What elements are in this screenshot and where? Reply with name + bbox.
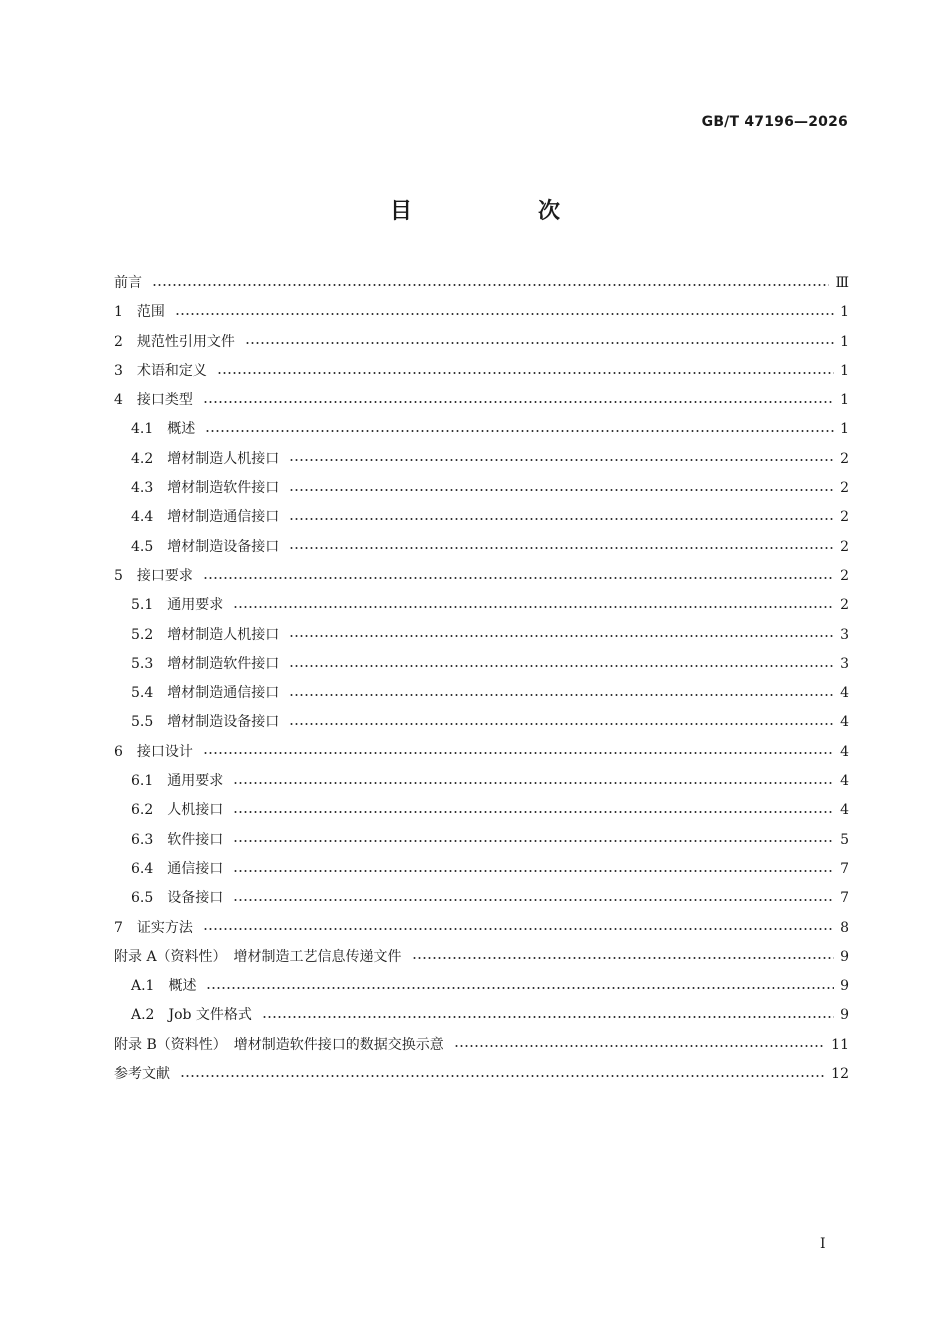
toc-entry-page: 12 <box>831 1066 849 1083</box>
toc-entry[interactable] <box>114 386 849 415</box>
dot-leader <box>180 1075 825 1077</box>
toc-entry-label: 增材制造设备接口 <box>167 538 280 555</box>
toc-entry[interactable] <box>114 708 849 737</box>
toc-entry-number: 6 <box>114 743 123 760</box>
toc-entry-number: 5.2 <box>131 626 154 643</box>
toc-entry-page: 4 <box>840 773 849 790</box>
toc-entry-page: 9 <box>840 948 849 965</box>
toc-entry-page: 1 <box>840 421 849 438</box>
toc-entry-number: 5 <box>114 567 123 584</box>
toc-entry[interactable] <box>114 269 849 298</box>
toc-entry-label: 增材制造通信接口 <box>167 509 280 526</box>
toc-entry-page: 2 <box>840 538 849 555</box>
toc-entry-number: 3 <box>114 362 123 379</box>
dot-leader <box>289 518 834 520</box>
dot-leader <box>217 372 834 374</box>
dot-leader <box>233 840 834 842</box>
toc-entry-page: 2 <box>840 509 849 526</box>
page-number: I <box>820 1236 826 1252</box>
toc-entry-number: 6.1 <box>131 773 154 790</box>
toc-entry-page: 4 <box>840 802 849 819</box>
dot-leader <box>289 489 834 491</box>
toc-entry-label: 范围 <box>136 304 165 321</box>
dot-leader <box>203 577 834 579</box>
toc-entry-label: 概述 <box>167 421 196 438</box>
toc-entry[interactable] <box>114 796 849 825</box>
dot-leader <box>203 401 834 403</box>
toc-entry-page: 7 <box>840 860 849 877</box>
dot-leader <box>206 987 834 989</box>
toc-entry-number: 7 <box>114 919 123 936</box>
toc-entry[interactable] <box>114 1031 849 1060</box>
toc-entry-page: 2 <box>840 567 849 584</box>
page-title: 目 次 <box>389 199 612 224</box>
toc-entry-label: 软件接口 <box>167 831 224 848</box>
toc-entry-number: 4.4 <box>131 509 154 526</box>
toc-entry-page: 1 <box>840 392 849 409</box>
toc-entry[interactable] <box>114 1001 849 1030</box>
toc-entry-number: 5.4 <box>131 685 154 702</box>
toc-entry[interactable] <box>114 533 849 562</box>
toc-entry[interactable] <box>114 855 849 884</box>
toc-entry-page: 7 <box>840 890 849 907</box>
toc-entry[interactable] <box>114 591 849 620</box>
standard-code: GB/T 47196—2026 <box>701 114 848 130</box>
toc-entry[interactable] <box>114 562 849 591</box>
dot-leader <box>233 899 834 901</box>
toc-entry-number: 5.1 <box>131 597 154 614</box>
dot-leader <box>203 928 834 930</box>
toc-entry-page: 5 <box>840 831 849 848</box>
toc-entry-label: 增材制造人机接口 <box>167 450 280 467</box>
toc-entry-number: 4.1 <box>131 421 154 438</box>
toc-entry-label: 增材制造人机接口 <box>167 626 280 643</box>
dot-leader <box>233 870 834 872</box>
toc-entry[interactable] <box>114 503 849 532</box>
dot-leader <box>233 811 834 813</box>
dot-leader <box>289 694 834 696</box>
toc-entry-label: 增材制造设备接口 <box>167 714 280 731</box>
toc-entry-label: 增材制造通信接口 <box>167 685 280 702</box>
dot-leader <box>412 957 835 959</box>
toc-entry-number: 2 <box>114 333 123 350</box>
toc-entry-label: 通用要求 <box>167 773 224 790</box>
toc-entry-number: 5.3 <box>131 655 154 672</box>
toc-entry-page: 4 <box>840 685 849 702</box>
toc-entry-number: 1 <box>114 304 123 321</box>
toc-entry[interactable] <box>114 298 849 327</box>
dot-leader <box>289 665 834 667</box>
dot-leader <box>262 1016 834 1018</box>
toc-entry[interactable] <box>114 738 849 767</box>
toc-entry-page: 1 <box>840 333 849 350</box>
dot-leader <box>205 430 834 432</box>
toc-entry-label: 增材制造软件接口 <box>167 480 280 497</box>
toc-entry-number: A.1 <box>131 978 155 995</box>
toc-entry-number: 4 <box>114 392 123 409</box>
toc-entry-number: 6.3 <box>131 831 154 848</box>
toc-entry-page: 3 <box>840 626 849 643</box>
dot-leader <box>289 635 834 637</box>
toc-entry[interactable] <box>114 357 849 386</box>
toc-entry-page: Ⅲ <box>835 275 849 291</box>
toc-entry[interactable] <box>114 767 849 796</box>
toc-entry-label: 设备接口 <box>167 890 224 907</box>
toc-entry-page: 9 <box>840 978 849 995</box>
toc-entry-label: 参考文献 <box>114 1066 170 1083</box>
toc-entry[interactable] <box>114 621 849 650</box>
toc-entry[interactable] <box>114 474 849 503</box>
toc-entry-page: 2 <box>840 597 849 614</box>
toc-entry-page: 9 <box>840 1007 849 1024</box>
toc-entry[interactable] <box>114 1060 849 1089</box>
toc-entry-number: 5.5 <box>131 714 154 731</box>
table-of-contents <box>114 269 849 1089</box>
toc-entry-label: 附录 A（资料性） 增材制造工艺信息传递文件 <box>114 948 402 965</box>
toc-entry[interactable] <box>114 415 849 444</box>
toc-entry-page: 1 <box>840 362 849 379</box>
toc-entry-number: 6.2 <box>131 802 154 819</box>
toc-entry-page: 11 <box>831 1036 849 1053</box>
dot-leader <box>289 723 834 725</box>
toc-entry-page: 8 <box>840 919 849 936</box>
dot-leader <box>152 284 829 286</box>
toc-entry-label: 人机接口 <box>167 802 224 819</box>
toc-entry-page: 4 <box>840 714 849 731</box>
toc-entry[interactable] <box>114 972 849 1001</box>
dot-leader <box>233 782 834 784</box>
toc-entry-label: 证实方法 <box>136 919 193 936</box>
toc-entry-label: 接口设计 <box>136 743 193 760</box>
toc-entry[interactable] <box>114 650 849 679</box>
toc-entry[interactable] <box>114 826 849 855</box>
toc-entry[interactable] <box>114 679 849 708</box>
toc-entry-label: 增材制造软件接口 <box>167 655 280 672</box>
dot-leader <box>245 342 834 344</box>
toc-entry-label: Job 文件格式 <box>168 1007 252 1024</box>
toc-entry-label: 术语和定义 <box>136 362 207 379</box>
toc-entry-label: 通信接口 <box>167 860 224 877</box>
toc-entry[interactable] <box>114 884 849 913</box>
toc-entry-page: 2 <box>840 450 849 467</box>
dot-leader <box>203 752 834 754</box>
toc-entry-label: 规范性引用文件 <box>136 333 235 350</box>
dot-leader <box>289 547 834 549</box>
toc-entry-label: 概述 <box>168 978 197 995</box>
toc-entry-page: 2 <box>840 480 849 497</box>
toc-entry-number: 4.2 <box>131 450 154 467</box>
toc-entry-label: 前言 <box>114 275 142 291</box>
toc-entry-page: 4 <box>840 743 849 760</box>
toc-entry-number: 6.5 <box>131 890 154 907</box>
dot-leader <box>175 313 834 315</box>
toc-entry-number: A.2 <box>131 1007 155 1024</box>
dot-leader <box>454 1045 825 1047</box>
toc-entry[interactable] <box>114 943 849 972</box>
toc-entry[interactable] <box>114 328 849 357</box>
dot-leader <box>233 606 834 608</box>
toc-entry-label: 通用要求 <box>167 597 224 614</box>
toc-entry-label: 附录 B（资料性） 增材制造软件接口的数据交换示意 <box>114 1036 444 1053</box>
toc-entry[interactable] <box>114 914 849 943</box>
toc-entry-page: 1 <box>840 304 849 321</box>
toc-entry-label: 接口要求 <box>136 567 193 584</box>
toc-entry-number: 4.5 <box>131 538 154 555</box>
toc-entry-page: 3 <box>840 655 849 672</box>
toc-entry-number: 4.3 <box>131 480 154 497</box>
toc-entry-label: 接口类型 <box>136 392 193 409</box>
toc-entry-number: 6.4 <box>131 860 154 877</box>
toc-entry[interactable] <box>114 445 849 474</box>
dot-leader <box>289 459 834 461</box>
